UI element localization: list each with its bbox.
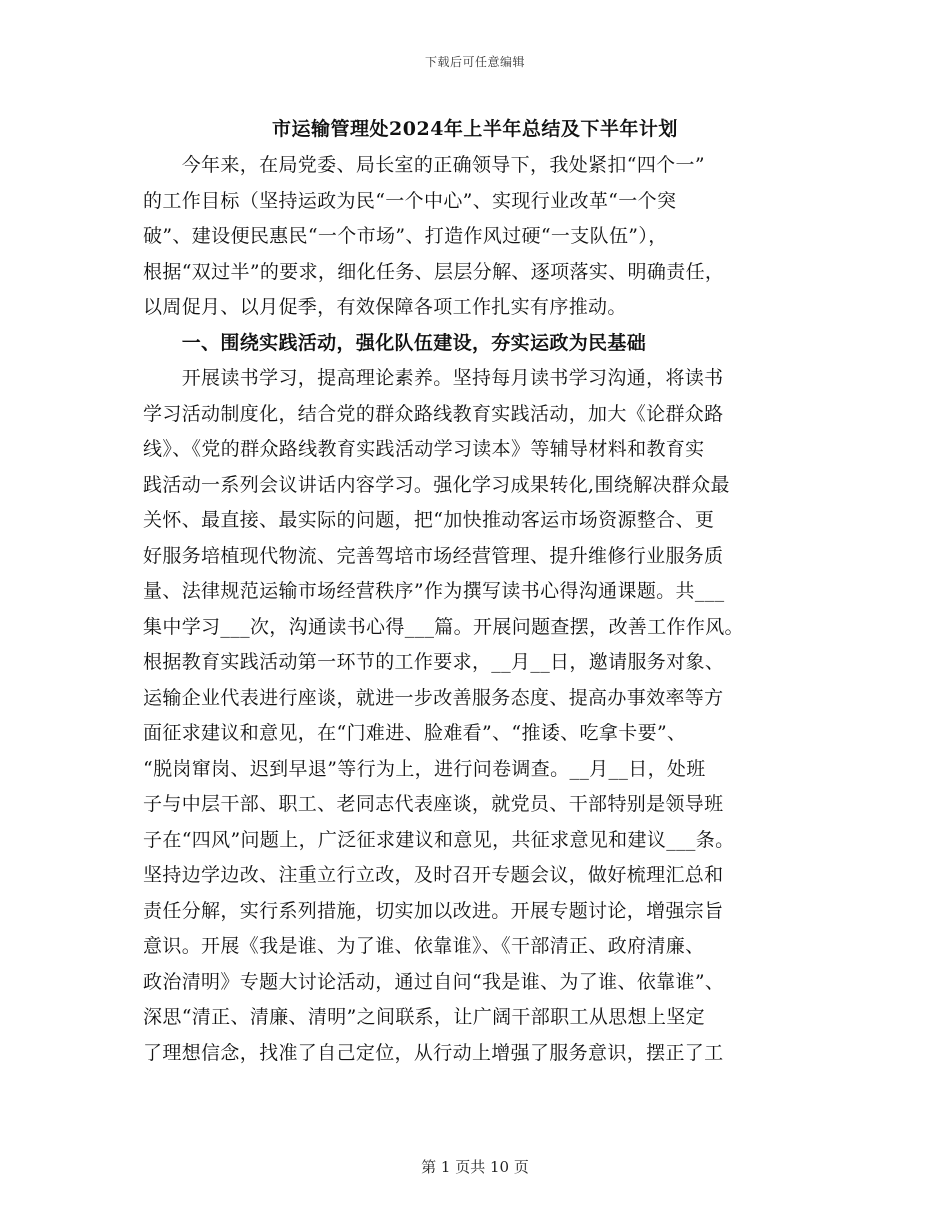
paragraph-line: 意识。开展《我是谁、为了谁、依靠谁》、《干部清正、政府清廉、 — [143, 935, 705, 957]
paragraph-line: 线》、《党的群众路线教育实践活动学习读本》等辅导材料和教育实 — [143, 438, 705, 460]
paragraph-line: 根据教育实践活动第一环节的工作要求，__月__日，邀请服务对象、 — [143, 651, 725, 673]
paragraph-line: 践活动一系列会议讲话内容学习。强化学习成果转化,围绕解决群众最 — [143, 473, 730, 496]
paragraph-line: “脱岗窜岗、迟到早退”等行为上，进行问卷调查。__月__日，处班 — [143, 757, 706, 780]
document-body — [143, 148, 833, 1071]
paragraph-line: 运输企业代表进行座谈，就进一步改善服务态度、提高办事效率等方 — [143, 686, 724, 709]
section-heading: 一、围绕实践活动，强化队伍建设，夯实运政为民基础 — [143, 331, 647, 354]
paragraph-line: 坚持边学边改、注重立行立改，及时召开专题会议，做好梳理汇总和 — [143, 864, 724, 886]
paragraph-line: 开展读书学习，提高理论素养。坚持每月读书学习沟通，将读书 — [143, 367, 724, 389]
document-title: 市运输管理处2024年上半年总结及下半年计划 — [272, 118, 678, 140]
paragraph-line: 以周促月、以月促季，有效保障各项工作扎实有序推动。 — [143, 296, 627, 318]
paragraph-line: 关怀、最直接、最实际的问题，把“加快推动客运市场资源整合、更 — [143, 509, 715, 531]
paragraph-line: 深思“清正、清廉、清明”之间联系，让广阔干部职工从思想上坚定 — [143, 1006, 705, 1028]
paragraph-line: 责任分解，实行系列措施，切实加以改进。开展专题讨论，增强宗旨 — [143, 899, 724, 922]
paragraph-line: 今年来，在局党委、局长室的正确领导下，我处紧扣“四个一” — [143, 154, 705, 176]
paragraph-line: 好服务培植现代物流、完善驾培市场经营管理、提升维修行业服务质 — [143, 544, 724, 567]
paragraph-line: 根据“双过半”的要求，细化任务、层层分解、逐项落实、明确责任， — [143, 260, 725, 283]
paragraph-line: 了理想信念，找准了自己定位，从行动上增强了服务意识，摆正了工 — [143, 1041, 724, 1064]
paragraph-line: 政治清明》专题大讨论活动，通过自问“我是谁、为了谁、依靠谁”、 — [143, 970, 725, 993]
paragraph-line: 子在“四风”问题上，广泛征求建议和意见，共征求意见和建议___条。 — [143, 828, 735, 851]
paragraph-line: 集中学习___次，沟通读书心得___篇。开展问题查摆，改善工作作风。 — [143, 615, 744, 638]
header-note: 下载后可任意编辑 — [424, 55, 525, 69]
paragraph-line: 破”、建设便民惠民“一个市场”、打造作风过硬“一支队伍”）， — [143, 225, 668, 247]
paragraph-line: 面征求建议和意见，在“门难进、脸难看”、“推诿、吃拿卡要”、 — [143, 722, 687, 744]
paragraph-line: 量、法律规范运输市场经营秩序”作为撰写读书心得沟通课题。共___ — [143, 580, 725, 602]
paragraph-line: 学习活动制度化，结合党的群众路线教育实践活动，加大《论群众路 — [143, 402, 724, 425]
page-number-footer: 第 1 页共 10 页 — [421, 1158, 529, 1176]
paragraph-line: 子与中层干部、职工、老同志代表座谈，就党员、干部特别是领导班 — [143, 793, 724, 815]
paragraph-line: 的工作目标（坚持运政为民“一个中心”、实现行业改革“一个突 — [143, 189, 677, 212]
